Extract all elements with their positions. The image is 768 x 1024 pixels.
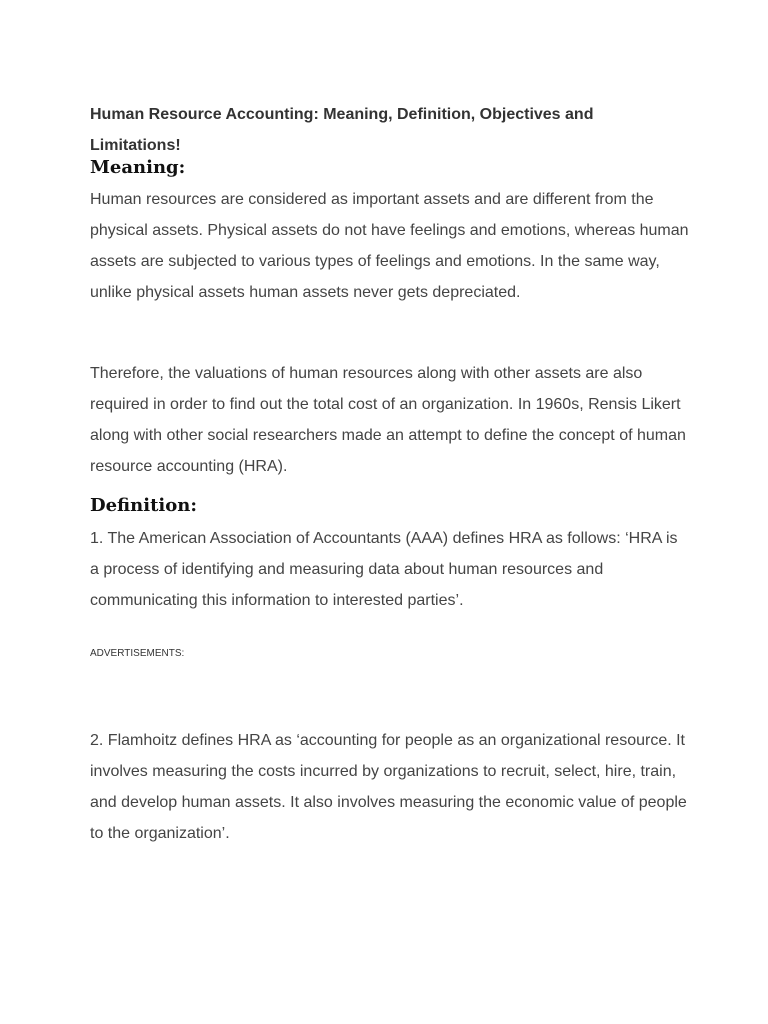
definition-paragraph-2: 2. Flamhoitz defines HRA as ‘accounting for people as an organizational resource. It involves measuring the costs incurred by organizations to recruit, select, hire, train, and develop human assets. It also involves measuring the economic value of people to the organization’. bbox=[90, 732, 687, 842]
definition-heading: Definition: bbox=[90, 495, 197, 516]
meaning-paragraph-1: Human resources are considered as important assets and are different from the physical assets. Physical assets do not have feelings and emotions, whereas human assets are subjected to various types of feelings and emotions. In the same way, unlike physical assets human assets never gets depreciated. bbox=[90, 191, 689, 301]
article-title: Human Resource Accounting: Meaning, Definition, Objectives and Limitations! bbox=[90, 106, 594, 154]
advertisements-label: ADVERTISEMENTS: bbox=[90, 648, 185, 659]
meaning-paragraph-2: Therefore, the valuations of human resources along with other assets are also required in order to find out the total cost of an organization. In 1960s, Rensis Likert along with other social researchers made an attempt to define the concept of human resource accounting (HRA). bbox=[90, 365, 686, 475]
definition-paragraph-1: 1. The American Association of Accountants (AAA) defines HRA as follows: ‘HRA is a process of identifying and measuring data about human resources and communicating this information to interested parties’. bbox=[90, 530, 678, 609]
meaning-heading: Meaning: bbox=[90, 157, 186, 178]
